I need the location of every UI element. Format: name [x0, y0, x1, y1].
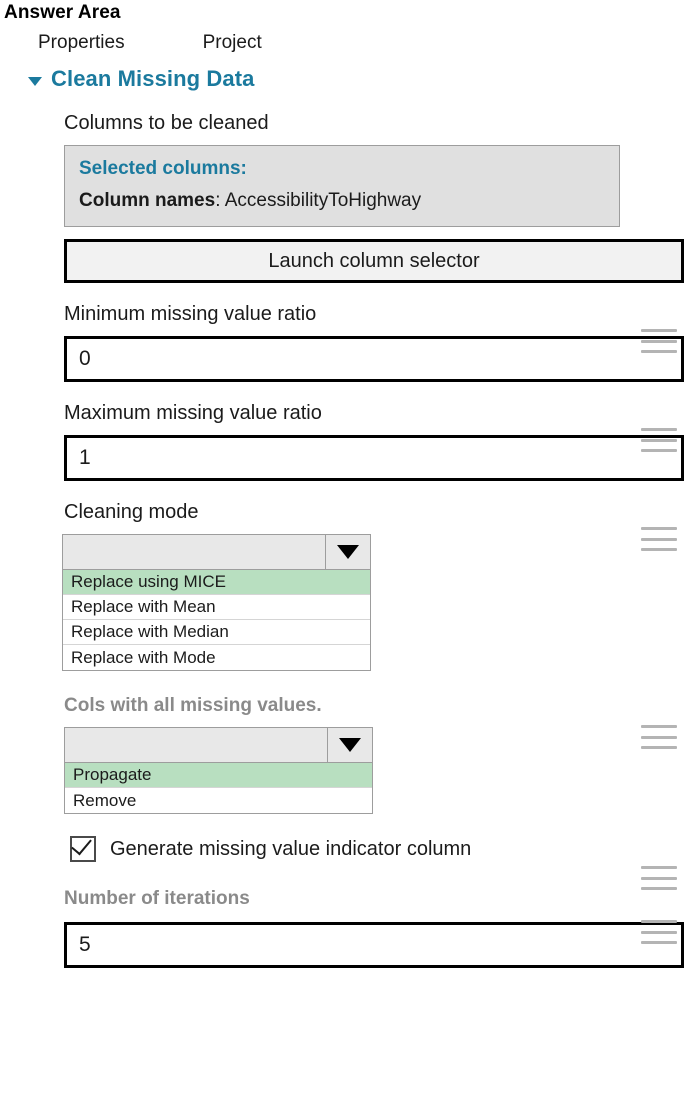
- cleaning-mode-select[interactable]: [62, 534, 371, 570]
- chevron-down-icon-cols-all-missing[interactable]: [327, 728, 372, 762]
- selected-columns-title: Selected columns:: [79, 158, 247, 179]
- tab-project[interactable]: Project: [202, 32, 262, 53]
- page-title: Answer Area: [4, 2, 121, 23]
- menu-icon-cols-all-missing[interactable]: [641, 721, 677, 749]
- cleaning-mode-option-1[interactable]: Replace with Mean: [63, 595, 370, 620]
- number-of-iterations-label: Number of iterations: [64, 888, 250, 909]
- number-of-iterations-field: [64, 888, 685, 968]
- cols-with-all-missing-values-option-0[interactable]: Propagate: [65, 763, 372, 788]
- cleaning-mode-field: [64, 501, 685, 671]
- cleaning-mode-dropdown-list[interactable]: [62, 570, 371, 671]
- generate-indicator-checkbox[interactable]: [70, 836, 96, 862]
- menu-icon-min-ratio[interactable]: [641, 325, 677, 353]
- generate-indicator-field: [64, 836, 685, 862]
- selected-columns-box: [64, 145, 620, 227]
- menu-icon-max-ratio[interactable]: [641, 424, 677, 452]
- menu-icon-number-of-iterations[interactable]: [641, 916, 677, 944]
- cols-with-all-missing-values-select[interactable]: [64, 727, 373, 763]
- minimum-missing-value-ratio-field: [64, 303, 685, 382]
- generate-indicator-label: Generate missing value indicator column: [110, 837, 472, 860]
- cols-with-all-missing-values-field: [64, 695, 685, 814]
- cols-with-all-missing-values-label: Cols with all missing values.: [64, 695, 322, 716]
- launch-column-selector-button[interactable]: Launch column selector: [64, 239, 684, 283]
- cols-with-all-missing-values-option-1[interactable]: Remove: [73, 790, 137, 810]
- maximum-missing-value-ratio-field: [64, 402, 685, 481]
- maximum-missing-value-ratio-label: Maximum missing value ratio: [64, 402, 322, 424]
- module-title: Clean Missing Data: [51, 66, 255, 91]
- chevron-down-icon-cleaning-mode[interactable]: [325, 535, 370, 569]
- column-names-value: AccessibilityToHighway: [224, 190, 422, 211]
- cleaning-mode-option-2[interactable]: Replace with Median: [63, 620, 370, 645]
- number-of-iterations-input[interactable]: 5: [64, 922, 684, 968]
- cleaning-mode-value: [63, 535, 325, 569]
- triangle-down-icon[interactable]: [28, 77, 42, 86]
- maximum-missing-value-ratio-input[interactable]: 1: [64, 435, 684, 481]
- minimum-missing-value-ratio-label: Minimum missing value ratio: [64, 303, 317, 325]
- columns-to-be-cleaned-field: [64, 112, 685, 283]
- cleaning-mode-option-3[interactable]: Replace with Mode: [71, 647, 216, 667]
- menu-icon-generate-indicator[interactable]: [641, 862, 677, 890]
- tab-properties[interactable]: Properties: [38, 32, 125, 53]
- menu-icon-cleaning-mode[interactable]: [641, 523, 677, 551]
- cleaning-mode-label: Cleaning mode: [64, 501, 199, 523]
- column-names-separator: :: [215, 190, 225, 211]
- cols-with-all-missing-values-dropdown-list[interactable]: [64, 763, 373, 814]
- column-names-label: Column names: [79, 190, 216, 211]
- column-names-line: [79, 190, 605, 212]
- minimum-missing-value-ratio-input[interactable]: 0: [64, 336, 684, 382]
- tab-bar: [0, 24, 685, 54]
- cleaning-mode-option-0[interactable]: Replace using MICE: [63, 570, 370, 595]
- cols-with-all-missing-values-value: [65, 728, 327, 762]
- columns-to-be-cleaned-label: Columns to be cleaned: [64, 112, 269, 134]
- module-header[interactable]: [0, 54, 685, 92]
